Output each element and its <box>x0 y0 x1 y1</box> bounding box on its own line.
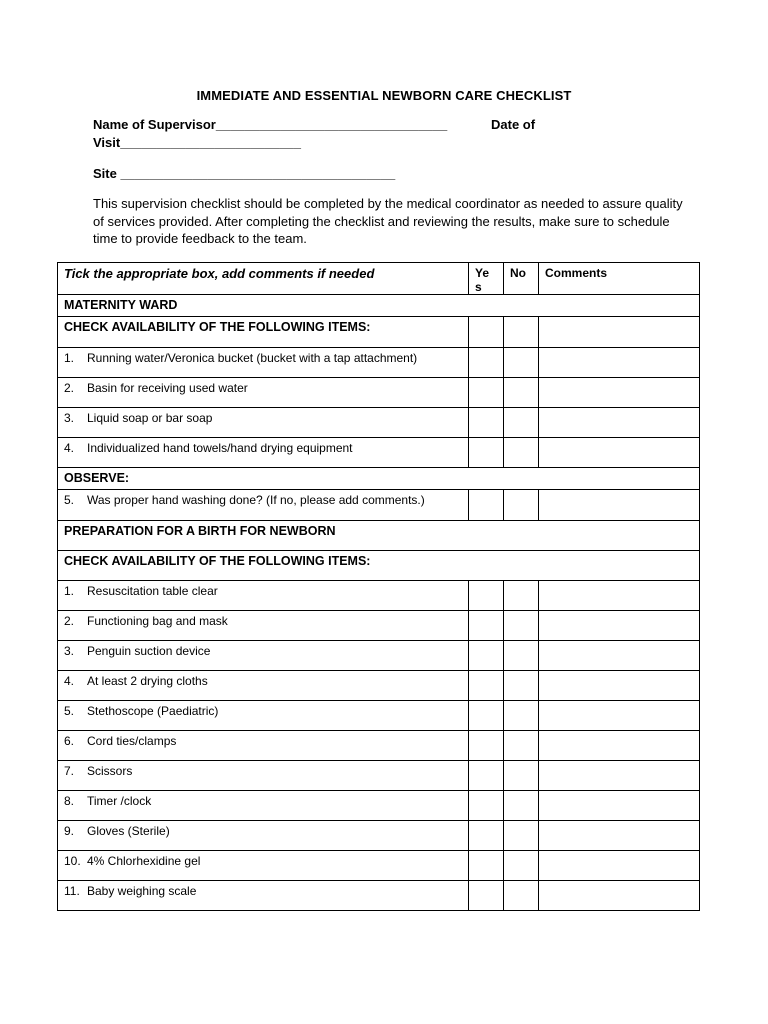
item-number: 4. <box>64 441 75 455</box>
section-row <box>58 317 700 348</box>
no-checkbox-cell[interactable] <box>504 641 539 671</box>
item-number: 1. <box>64 351 75 365</box>
section-heading: PREPARATION FOR A BIRTH FOR NEWBORN <box>58 521 700 551</box>
no-checkbox-cell[interactable] <box>504 348 539 378</box>
comments-cell[interactable] <box>539 821 700 851</box>
comments-cell[interactable] <box>539 791 700 821</box>
item-cell <box>58 348 469 378</box>
table-row <box>58 490 700 521</box>
yes-checkbox-cell[interactable] <box>469 317 504 348</box>
no-checkbox-cell[interactable] <box>504 408 539 438</box>
item-label: Cord ties/clamps <box>87 734 177 748</box>
table-row <box>58 701 700 731</box>
section-row <box>58 521 700 551</box>
yes-checkbox-cell[interactable] <box>469 490 504 521</box>
comments-cell[interactable] <box>539 701 700 731</box>
item-cell <box>58 611 469 641</box>
no-checkbox-cell[interactable] <box>504 761 539 791</box>
table-row <box>58 348 700 378</box>
item-cell <box>58 641 469 671</box>
item-label: Stethoscope (Paediatric) <box>87 704 219 718</box>
section-heading: CHECK AVAILABILITY OF THE FOLLOWING ITEMS: <box>58 317 469 348</box>
no-checkbox-cell[interactable] <box>504 851 539 881</box>
yes-checkbox-cell[interactable] <box>469 821 504 851</box>
yes-checkbox-cell[interactable] <box>469 671 504 701</box>
table-row <box>58 731 700 761</box>
comments-cell[interactable] <box>539 881 700 911</box>
yes-checkbox-cell[interactable] <box>469 378 504 408</box>
no-checkbox-cell[interactable] <box>504 438 539 468</box>
item-cell <box>58 408 469 438</box>
comments-cell[interactable] <box>539 408 700 438</box>
item-cell <box>58 851 469 881</box>
item-cell <box>58 490 469 521</box>
no-checkbox-cell[interactable] <box>504 881 539 911</box>
yes-checkbox-cell[interactable] <box>469 731 504 761</box>
table-row <box>58 641 700 671</box>
comments-cell[interactable] <box>539 378 700 408</box>
intro-paragraph: This supervision checklist should be completed by the medical coordinator as needed to assure quality of services provided. After completing the checklist and reviewing the results, make sure to schedule time to provide feedback to the team. <box>93 196 683 246</box>
site-field[interactable]: Site ______________________________________ <box>93 166 396 181</box>
comments-cell[interactable] <box>539 348 700 378</box>
section-row <box>58 551 700 581</box>
item-label: Was proper hand washing done? (If no, please add comments.) <box>87 493 425 507</box>
item-number: 5. <box>64 493 75 507</box>
item-cell <box>58 881 469 911</box>
item-number: 9. <box>64 824 75 838</box>
section-row <box>58 295 700 317</box>
table-row <box>58 438 700 468</box>
yes-column-header: Yes <box>469 263 504 295</box>
item-cell <box>58 761 469 791</box>
item-label: Resuscitation table clear <box>87 584 218 598</box>
table-row <box>58 761 700 791</box>
no-checkbox-cell[interactable] <box>504 490 539 521</box>
section-row <box>58 468 700 490</box>
item-number: 2. <box>64 614 75 628</box>
table-row <box>58 881 700 911</box>
item-label: Baby weighing scale <box>87 884 197 898</box>
item-label: At least 2 drying cloths <box>87 674 208 688</box>
comments-cell[interactable] <box>539 581 700 611</box>
item-number: 10. <box>64 854 81 868</box>
comments-cell[interactable] <box>539 438 700 468</box>
comments-cell[interactable] <box>539 317 700 348</box>
item-label: Individualized hand towels/hand drying equipment <box>87 441 353 455</box>
item-cell <box>58 701 469 731</box>
item-label: Basin for receiving used water <box>87 381 248 395</box>
item-label: Gloves (Sterile) <box>87 824 170 838</box>
no-checkbox-cell[interactable] <box>504 731 539 761</box>
item-number: 5. <box>64 704 75 718</box>
comments-cell[interactable] <box>539 671 700 701</box>
no-checkbox-cell[interactable] <box>504 581 539 611</box>
table-row <box>58 378 700 408</box>
supervisor-name-field[interactable]: Name of Supervisor________________________________ <box>93 117 448 132</box>
yes-checkbox-cell[interactable] <box>469 761 504 791</box>
item-number: 3. <box>64 644 75 658</box>
item-number: 2. <box>64 381 75 395</box>
yes-checkbox-cell[interactable] <box>469 348 504 378</box>
item-label: Running water/Veronica bucket (bucket with a tap attachment) <box>87 351 418 365</box>
yes-checkbox-cell[interactable] <box>469 881 504 911</box>
section-heading: CHECK AVAILABILITY OF THE FOLLOWING ITEMS: <box>58 551 700 581</box>
item-number: 3. <box>64 411 75 425</box>
comments-cell[interactable] <box>539 851 700 881</box>
item-number: 1. <box>64 584 75 598</box>
yes-checkbox-cell[interactable] <box>469 438 504 468</box>
yes-checkbox-cell[interactable] <box>469 701 504 731</box>
no-checkbox-cell[interactable] <box>504 791 539 821</box>
no-column-header: No <box>504 263 539 295</box>
table-row <box>58 671 700 701</box>
yes-checkbox-cell[interactable] <box>469 408 504 438</box>
yes-checkbox-cell[interactable] <box>469 611 504 641</box>
item-number: 8. <box>64 794 75 808</box>
no-checkbox-cell[interactable] <box>504 671 539 701</box>
item-number: 4. <box>64 674 75 688</box>
item-label: Functioning bag and mask <box>87 614 228 628</box>
item-cell <box>58 731 469 761</box>
comments-cell[interactable] <box>539 761 700 791</box>
table-row <box>58 791 700 821</box>
item-number: 11. <box>64 884 80 898</box>
item-label: Timer /clock <box>87 794 152 808</box>
no-checkbox-cell[interactable] <box>504 611 539 641</box>
table-header-row <box>58 263 700 295</box>
item-label: Penguin suction device <box>87 644 211 658</box>
table-row <box>58 581 700 611</box>
comments-column-header: Comments <box>539 263 700 295</box>
item-cell <box>58 671 469 701</box>
checklist-title: IMMEDIATE AND ESSENTIAL NEWBORN CARE CHECKLIST <box>196 88 572 103</box>
item-cell <box>58 821 469 851</box>
table-row <box>58 611 700 641</box>
table-row <box>58 851 700 881</box>
item-number: 7. <box>64 764 75 778</box>
comments-cell[interactable] <box>539 611 700 641</box>
yes-checkbox-cell[interactable] <box>469 851 504 881</box>
item-cell <box>58 581 469 611</box>
comments-cell[interactable] <box>539 641 700 671</box>
yes-checkbox-cell[interactable] <box>469 791 504 821</box>
item-label: 4% Chlorhexidine gel <box>87 854 201 868</box>
yes-checkbox-cell[interactable] <box>469 581 504 611</box>
item-label: Liquid soap or bar soap <box>87 411 213 425</box>
no-checkbox-cell[interactable] <box>504 821 539 851</box>
item-cell <box>58 378 469 408</box>
table-row <box>58 821 700 851</box>
yes-checkbox-cell[interactable] <box>469 641 504 671</box>
item-cell <box>58 791 469 821</box>
comments-cell[interactable] <box>539 731 700 761</box>
item-cell <box>58 438 469 468</box>
section-heading: MATERNITY WARD <box>58 295 700 317</box>
item-label: Scissors <box>87 764 133 778</box>
checklist-table <box>57 262 700 911</box>
no-checkbox-cell[interactable] <box>504 378 539 408</box>
table-row <box>58 408 700 438</box>
task-column-header: Tick the appropriate box, add comments if needed <box>58 263 469 295</box>
no-checkbox-cell[interactable] <box>504 317 539 348</box>
visit-date-field[interactable]: Visit_________________________ <box>93 135 301 150</box>
section-heading: OBSERVE: <box>58 468 700 490</box>
item-number: 6. <box>64 734 75 748</box>
no-checkbox-cell[interactable] <box>504 701 539 731</box>
comments-cell[interactable] <box>539 490 700 521</box>
date-of-visit-label: Date of <box>491 117 536 132</box>
